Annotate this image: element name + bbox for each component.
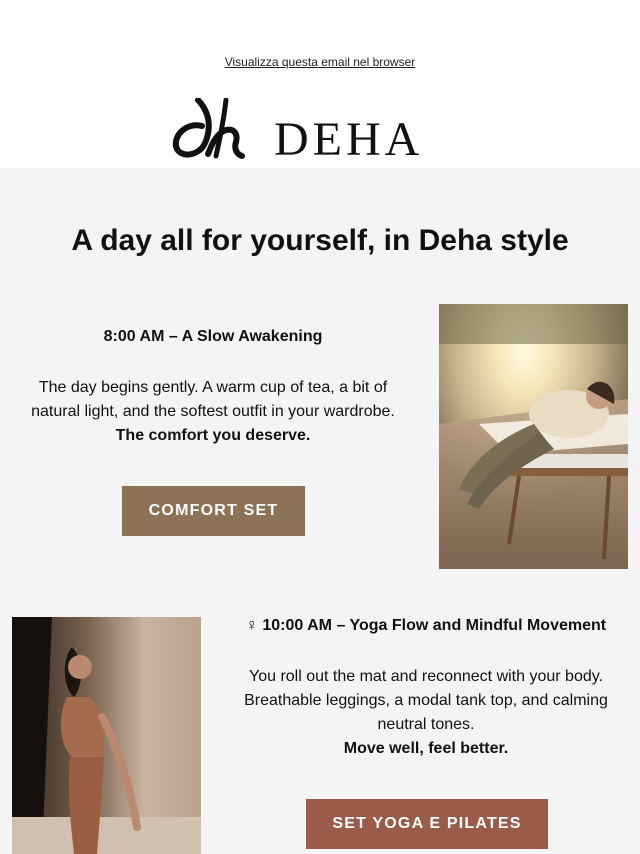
logo-wordmark: DEHA: [274, 113, 424, 160]
page-headline: A day all for yourself, in Deha style: [71, 224, 569, 257]
section-tagline: The comfort you deserve.: [115, 427, 311, 444]
yoga-pilates-set-button[interactable]: SET YOGA E PILATES: [306, 799, 548, 849]
email-body: [0, 168, 640, 854]
email-header: [0, 0, 640, 168]
section-description: The day begins gently. A warm cup of tea, a bit of natural light, and the softest outfit in your wardrobe.: [31, 379, 395, 420]
view-in-browser-link[interactable]: Visualizza questa email nel browser: [224, 55, 416, 69]
section-title: ‍♀ 10:00 AM – Yoga Flow and Mindful Movement: [245, 617, 607, 634]
section-tagline: Move well, feel better.: [343, 740, 509, 757]
section-title: 8:00 AM – A Slow Awakening: [103, 328, 323, 345]
woman-lounging-photo[interactable]: [439, 304, 628, 569]
section-awakening: [22, 328, 404, 448]
logo-mark-icon: [176, 100, 242, 156]
section-description: You roll out the mat and reconnect with your body. Breathable leggings, a modal tank top, and calming neutral tones.: [244, 668, 608, 733]
section-yoga: [230, 617, 622, 761]
deha-logo[interactable]: [172, 98, 472, 160]
woman-stretching-photo[interactable]: [12, 617, 201, 854]
comfort-set-button[interactable]: COMFORT SET: [122, 486, 305, 536]
